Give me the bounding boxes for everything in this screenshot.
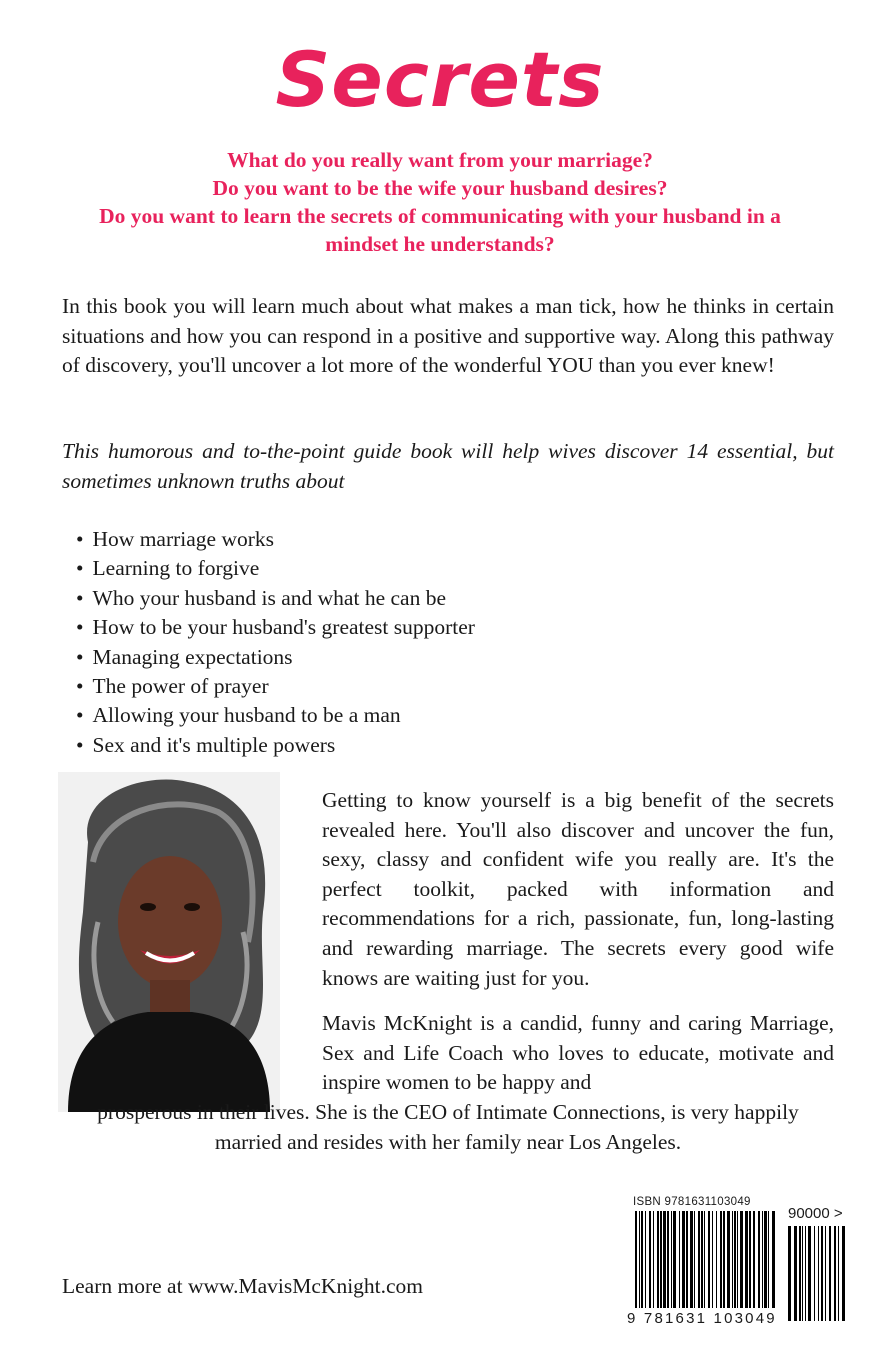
- isbn-label: ISBN 9781631103049: [633, 1196, 751, 1208]
- question-line: Do you want to be the wife your husband desires?: [212, 176, 668, 200]
- marketing-questions: [40, 146, 840, 258]
- benefit-paragraph: Getting to know yourself is a big benefit of the secrets revealed here. You'll also discover and uncover the fun, sexy, classy and confident wife you really are. It's the perfect toolkit, packed with information and recommendations for a rich, passionate, fun, long-lasting and rewarding marriage. The secrets every good wife knows are waiting just for you.: [322, 788, 834, 990]
- guide-intro-paragraph: This humorous and to-the-point guide book will help wives discover 14 essential, but sometimes unknown truths about: [62, 439, 834, 493]
- question-line: What do you really want from your marriage?: [227, 148, 653, 172]
- list-item: • How marriage works: [76, 525, 475, 554]
- list-item: • Learning to forgive: [76, 554, 475, 583]
- author-portrait-illustration: [58, 772, 280, 1112]
- website-link-text: Learn more at www.MavisMcKnight.com: [62, 1274, 424, 1298]
- list-item: • Managing expectations: [76, 643, 475, 672]
- author-photo: [58, 772, 280, 1112]
- question-line: Do you want to learn the secrets of communicating with your husband in a: [99, 204, 781, 228]
- intro-paragraph: In this book you will learn much about what makes a man tick, how he thinks in certain situations and how you can respond in a positive and supportive way. Along this pathway of discovery, you'll uncover a lot more of the wonderful YOU than you ever knew!: [62, 294, 834, 377]
- list-item: • Who your husband is and what he can be: [76, 584, 475, 613]
- list-item: • Sex and it's multiple powers: [76, 731, 475, 760]
- barcode-digits: 9 781631 103049: [627, 1310, 777, 1327]
- question-line: mindset he understands?: [325, 232, 555, 256]
- author-bio-continued: prosperous in their lives. She is the CEO of Intimate Connections, is very happily married and resides with her family near Los Angeles.: [97, 1100, 799, 1154]
- list-item: • How to be your husband's greatest supporter: [76, 613, 475, 642]
- list-item: • The power of prayer: [76, 672, 475, 701]
- isbn-barcode: [625, 1196, 851, 1326]
- price-code: 90000 >: [788, 1205, 843, 1222]
- book-title: Secrets: [275, 35, 605, 124]
- barcode-bars: [625, 1196, 851, 1326]
- truths-list: [76, 525, 475, 760]
- list-item: • Allowing your husband to be a man: [76, 701, 475, 730]
- author-bio-paragraph: Mavis McKnight is a candid, funny and caring Marriage, Sex and Life Coach who loves to educate, motivate and inspire women to be happy and: [322, 1011, 834, 1095]
